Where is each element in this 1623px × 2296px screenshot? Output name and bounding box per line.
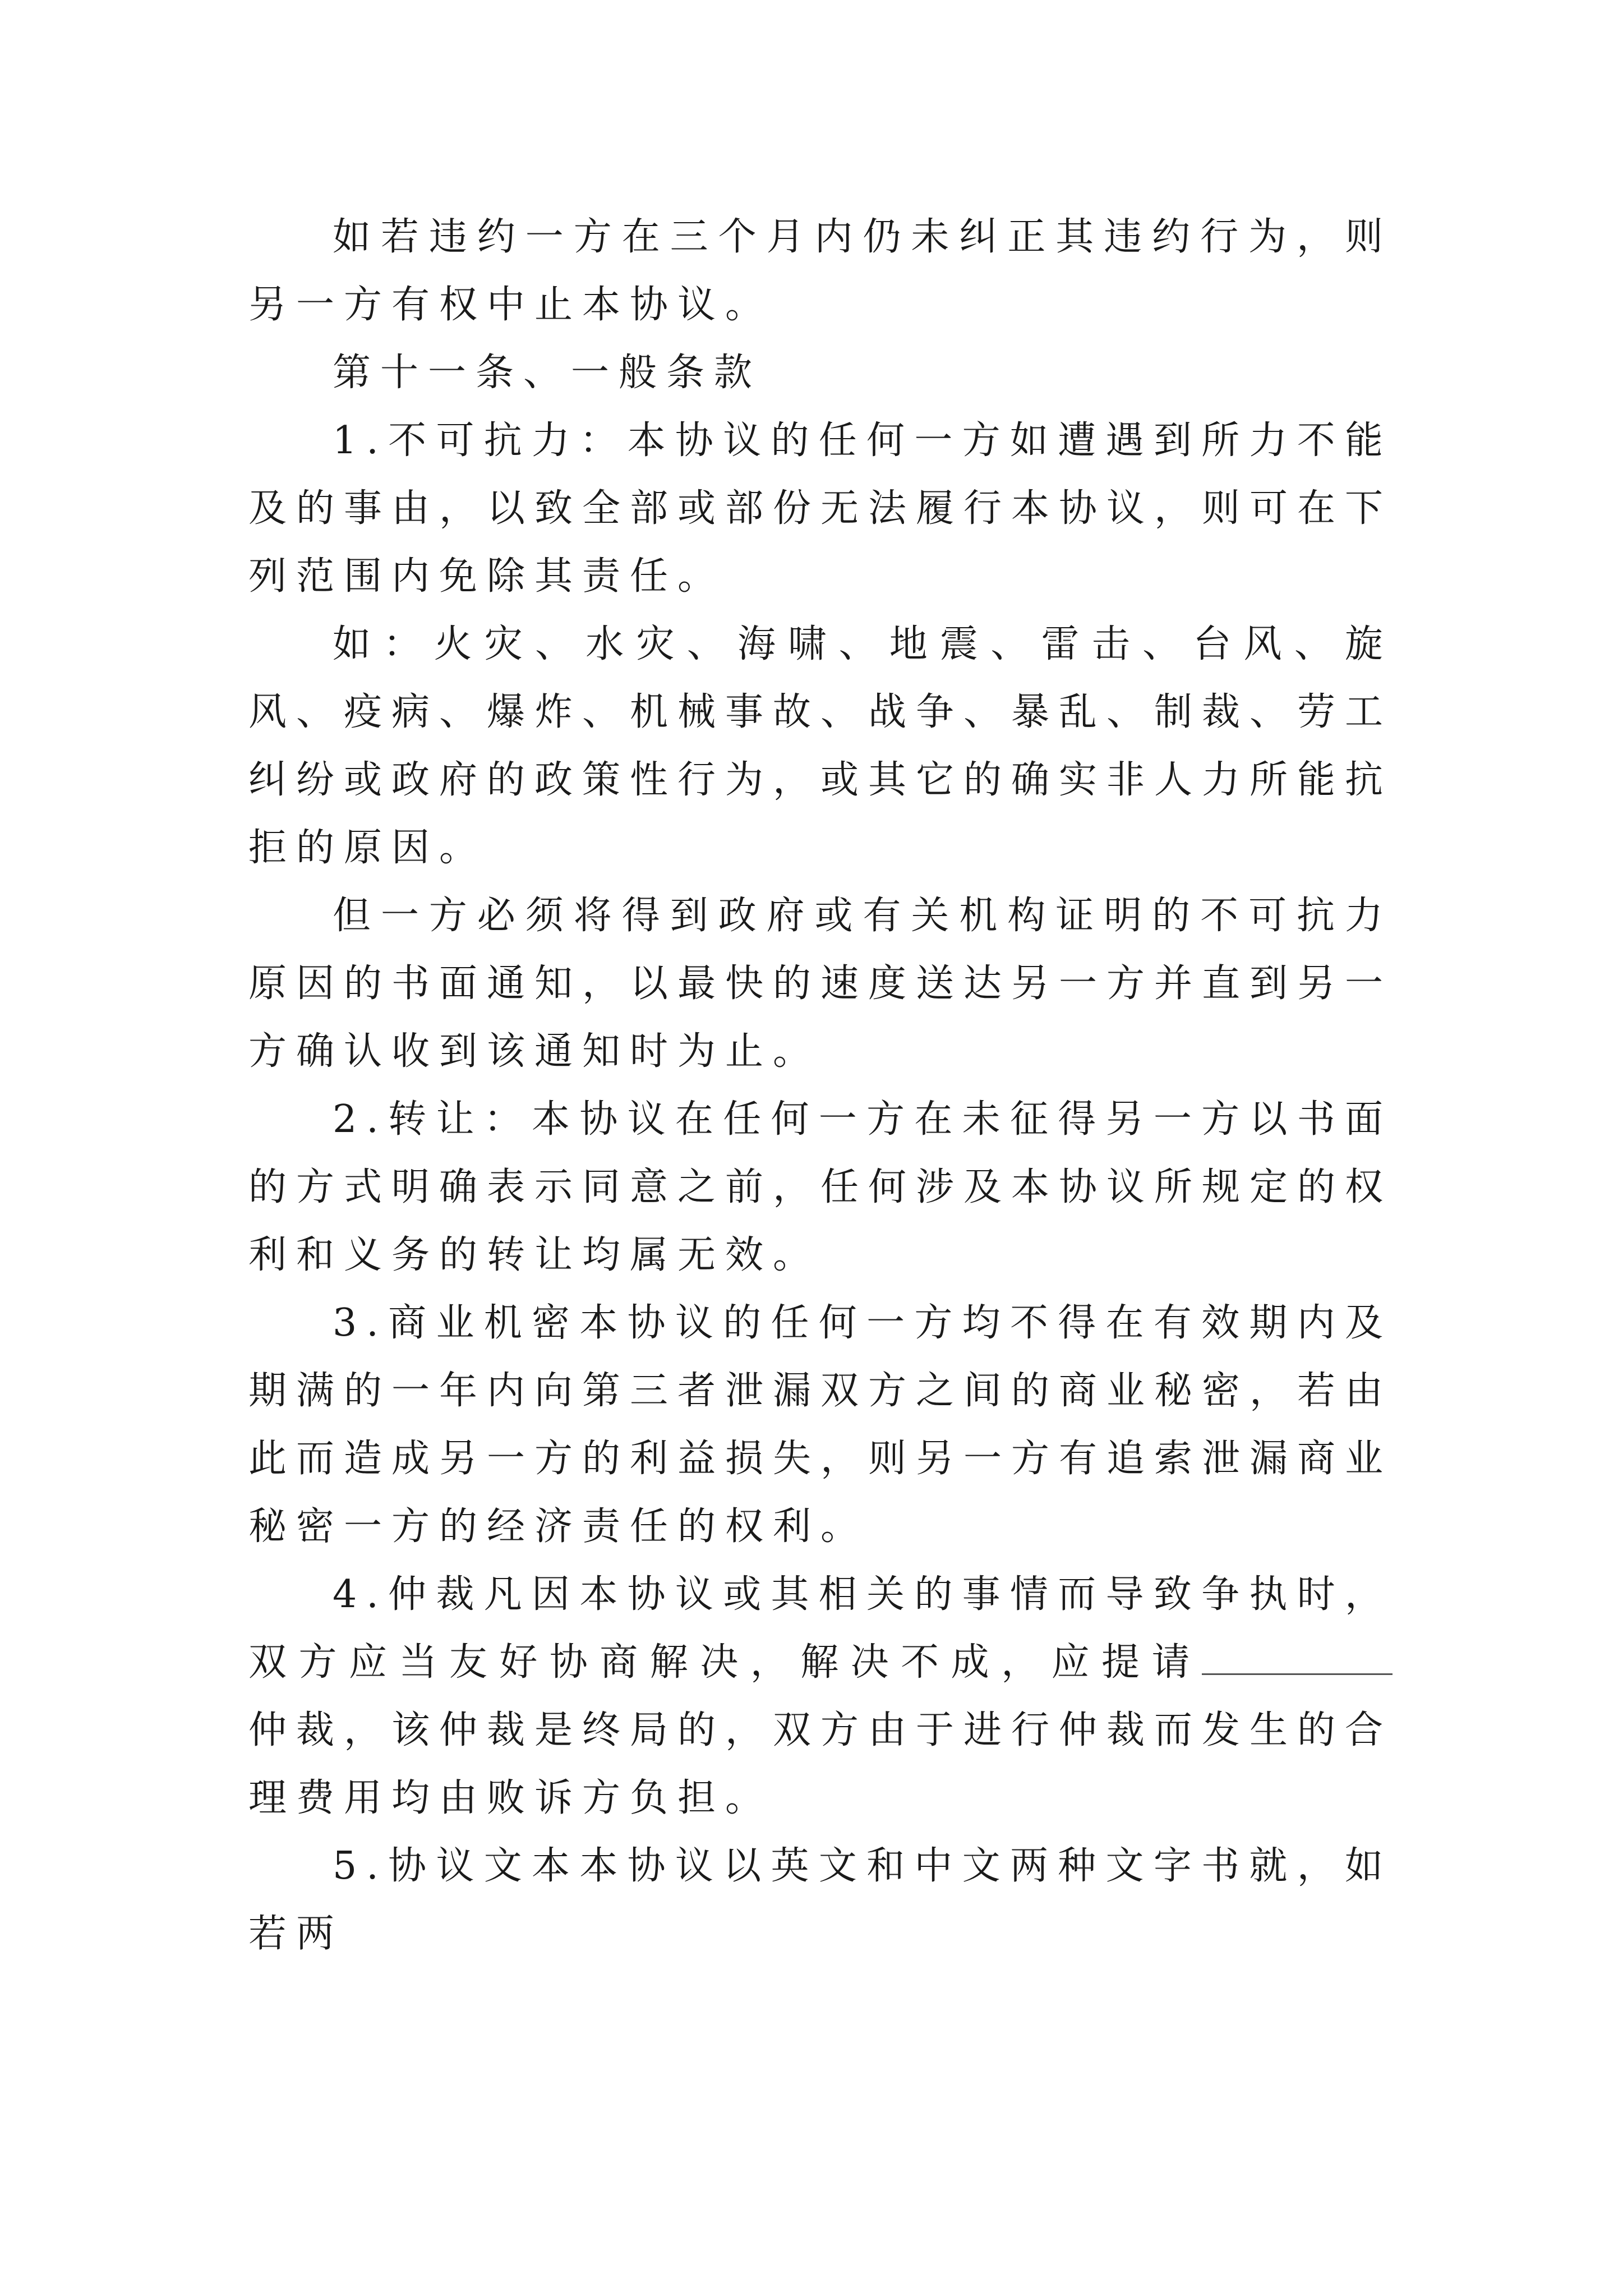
paragraph-force-majeure: 1.不可抗力：本协议的任何一方如遭遇到所力不能及的事由，以致全部或部份无法履行本协议，则可在下列范围内免除其责任。	[248, 418, 1393, 599]
document-body	[248, 203, 1393, 1968]
arbitration-text-before: 4.仲裁凡因本协议或其相关的事情而导致争执时，双方应当友好协商解决，解决不成，应提请	[248, 1572, 1393, 1685]
paragraph-breach-termination: 如若违约一方在三个月内仍未纠正其违约行为，则另一方有权中止本协议。	[248, 215, 1393, 327]
arbitration-text-after: 仲裁，该仲裁是终局的，双方由于进行仲裁而发生的合理费用均由败诉方负担。	[248, 1708, 1393, 1820]
paragraph-assignment: 2.转让：本协议在任何一方在未征得另一方以书面的方式明确表示同意之前，任何涉及本协议所规定的权利和义务的转让均属无效。	[248, 1097, 1393, 1277]
paragraph-force-majeure-notice: 但一方必须将得到政府或有关机构证明的不可抗力原因的书面通知，以最快的速度送达另一方并直到另一方确认收到该通知时为止。	[248, 894, 1393, 1074]
arbitration-venue-blank[interactable]	[1202, 1640, 1393, 1675]
paragraph-arbitration	[248, 1561, 1393, 1832]
section-heading-general-terms: 第十一条、一般条款	[333, 351, 762, 395]
paragraph-trade-secrets: 3.商业机密本协议的任何一方均不得在有效期内及期满的一年内向第三者泄漏双方之间的商业秘密，若由此而造成另一方的利益损失，则另一方有追索泄漏商业秘密一方的经济责任的权利。	[248, 1301, 1393, 1549]
paragraph-force-majeure-examples: 如：火灾、水灾、海啸、地震、雷击、台风、旋风、疫病、爆炸、机械事故、战争、暴乱、制裁、劳工纠纷或政府的政策性行为，或其它的确实非人力所能抗拒的原因。	[248, 622, 1393, 870]
paragraph-agreement-text: 5.协议文本本协议以英文和中文两种文字书就，如若两	[248, 1844, 1393, 1956]
